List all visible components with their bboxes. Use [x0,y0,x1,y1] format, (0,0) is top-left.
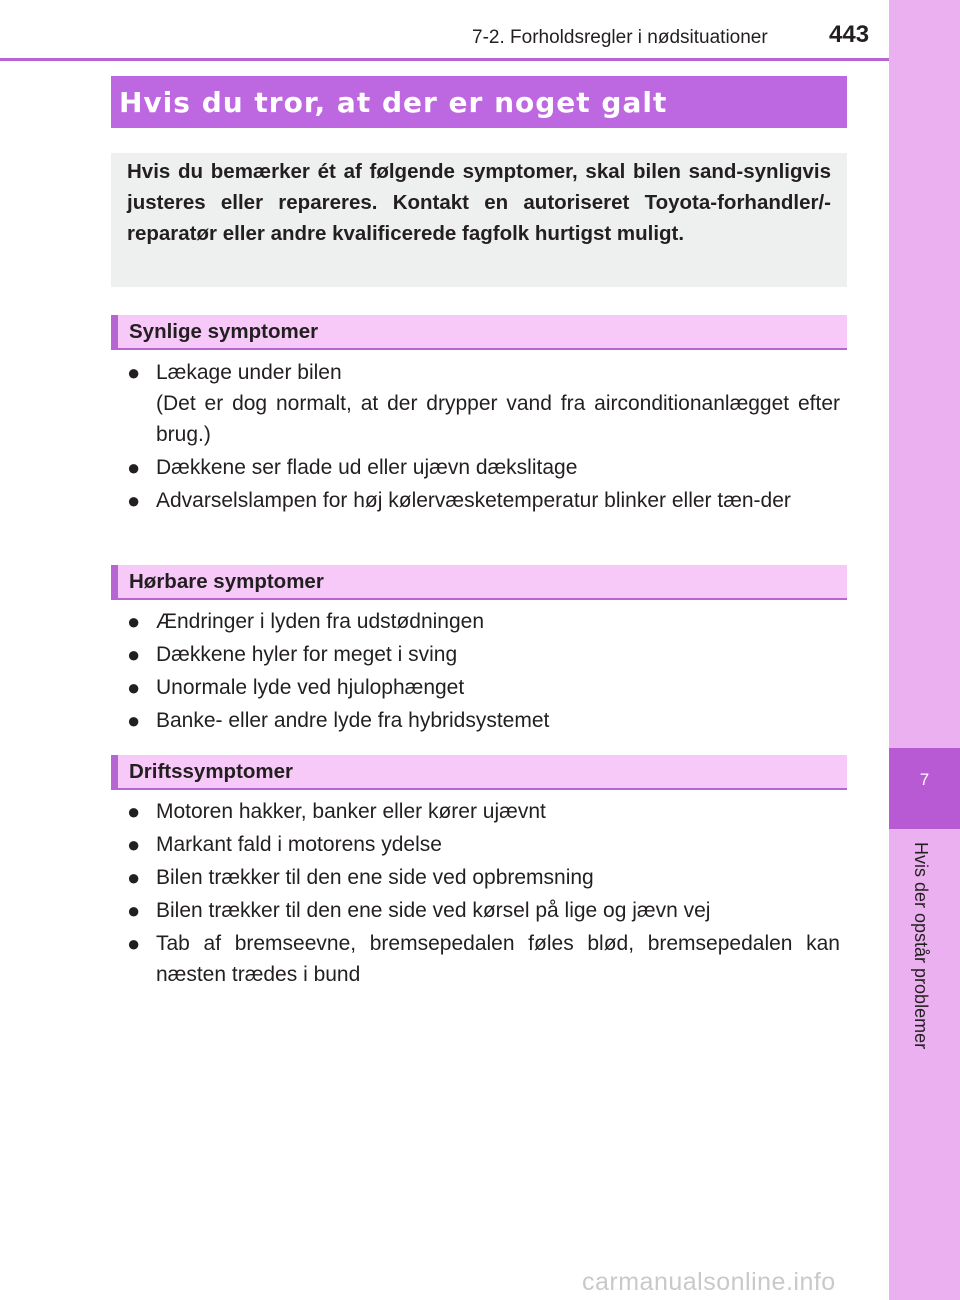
section-heading: Hørbare symptomer [129,569,324,593]
bullet-icon: ● [127,931,141,956]
page-number: 443 [829,21,870,48]
item-note: (Det er dog normalt, at der drypper vand fra airconditionanlægget efter brug.) [156,392,840,446]
heading-visible-symptoms [111,315,847,350]
list-item [127,796,840,827]
item-text: Banke- eller andre lyde fra hybridsystemet [156,709,550,732]
list-item [127,452,840,483]
page-title: Hvis du tror, at der er noget galt [119,85,668,119]
section-heading: Synlige symptomer [129,319,319,343]
list-item [127,672,840,703]
item-text: Ændringer i lyden fra udstødningen [156,610,485,633]
intro-box [111,153,847,287]
item-text: Markant fald i motorens ydelse [156,833,442,856]
bullet-icon: ● [127,832,141,857]
bullet-icon: ● [127,799,141,824]
section-heading: Driftssymptomer [129,759,294,783]
list-item [127,639,840,670]
bullet-icon: ● [127,455,141,480]
audible-symptoms-list [127,606,840,738]
list-item [127,357,840,450]
chapter-number: 7 [919,770,930,789]
bullet-icon: ● [127,898,141,923]
list-item [127,895,840,926]
item-text: Bilen trækker til den ene side ved opbremsning [156,866,594,889]
chapter-label: Hvis der opstår problemer [911,842,931,1050]
watermark: carmanualsonline.info [582,1268,836,1296]
header-divider [0,58,889,61]
bullet-icon: ● [127,360,141,385]
item-text: Bilen trækker til den ene side ved kørsel på lige og jævn vej [156,899,711,922]
list-item [127,705,840,736]
visible-symptoms-list [127,357,840,518]
bullet-icon: ● [127,865,141,890]
item-text: Tab af bremseevne, bremsepedalen føles blød, bremsepedalen kan næsten trædes i bund [156,932,840,986]
list-item [127,829,840,860]
bullet-icon: ● [127,708,141,733]
heading-audible-symptoms [111,565,847,600]
list-item [127,928,840,990]
intro-text: Hvis du bemærker ét af følgende symptomer, skal bilen sand-synligvis justeres eller repareres. Kontakt en autoriseret Toyota-forhandler/-reparatør eller andre kvalificerede fagfolk hurtigst muligt. [127,160,831,245]
item-text: Dækkene ser flade ud eller ujævn dækslitage [156,456,578,479]
section-reference: 7-2. Forholdsregler i nødsituationer [472,27,768,48]
list-item [127,606,840,637]
bullet-icon: ● [127,642,141,667]
item-text: Unormale lyde ved hjulophænget [156,676,465,699]
title-banner [111,76,847,128]
bullet-icon: ● [127,609,141,634]
item-text: Dækkene hyler for meget i sving [156,643,458,666]
list-item [127,862,840,893]
driving-symptoms-list [127,796,840,992]
bullet-icon: ● [127,488,141,513]
heading-driving-symptoms [111,755,847,790]
item-text: Lækage under bilen [156,361,342,384]
chapter-side-tab [889,0,960,1300]
bullet-icon: ● [127,675,141,700]
item-text: Advarselslampen for høj kølervæsketemperatur blinker eller tæn-der [156,489,791,512]
item-text: Motoren hakker, banker eller kører ujævnt [156,800,546,823]
list-item [127,485,840,516]
